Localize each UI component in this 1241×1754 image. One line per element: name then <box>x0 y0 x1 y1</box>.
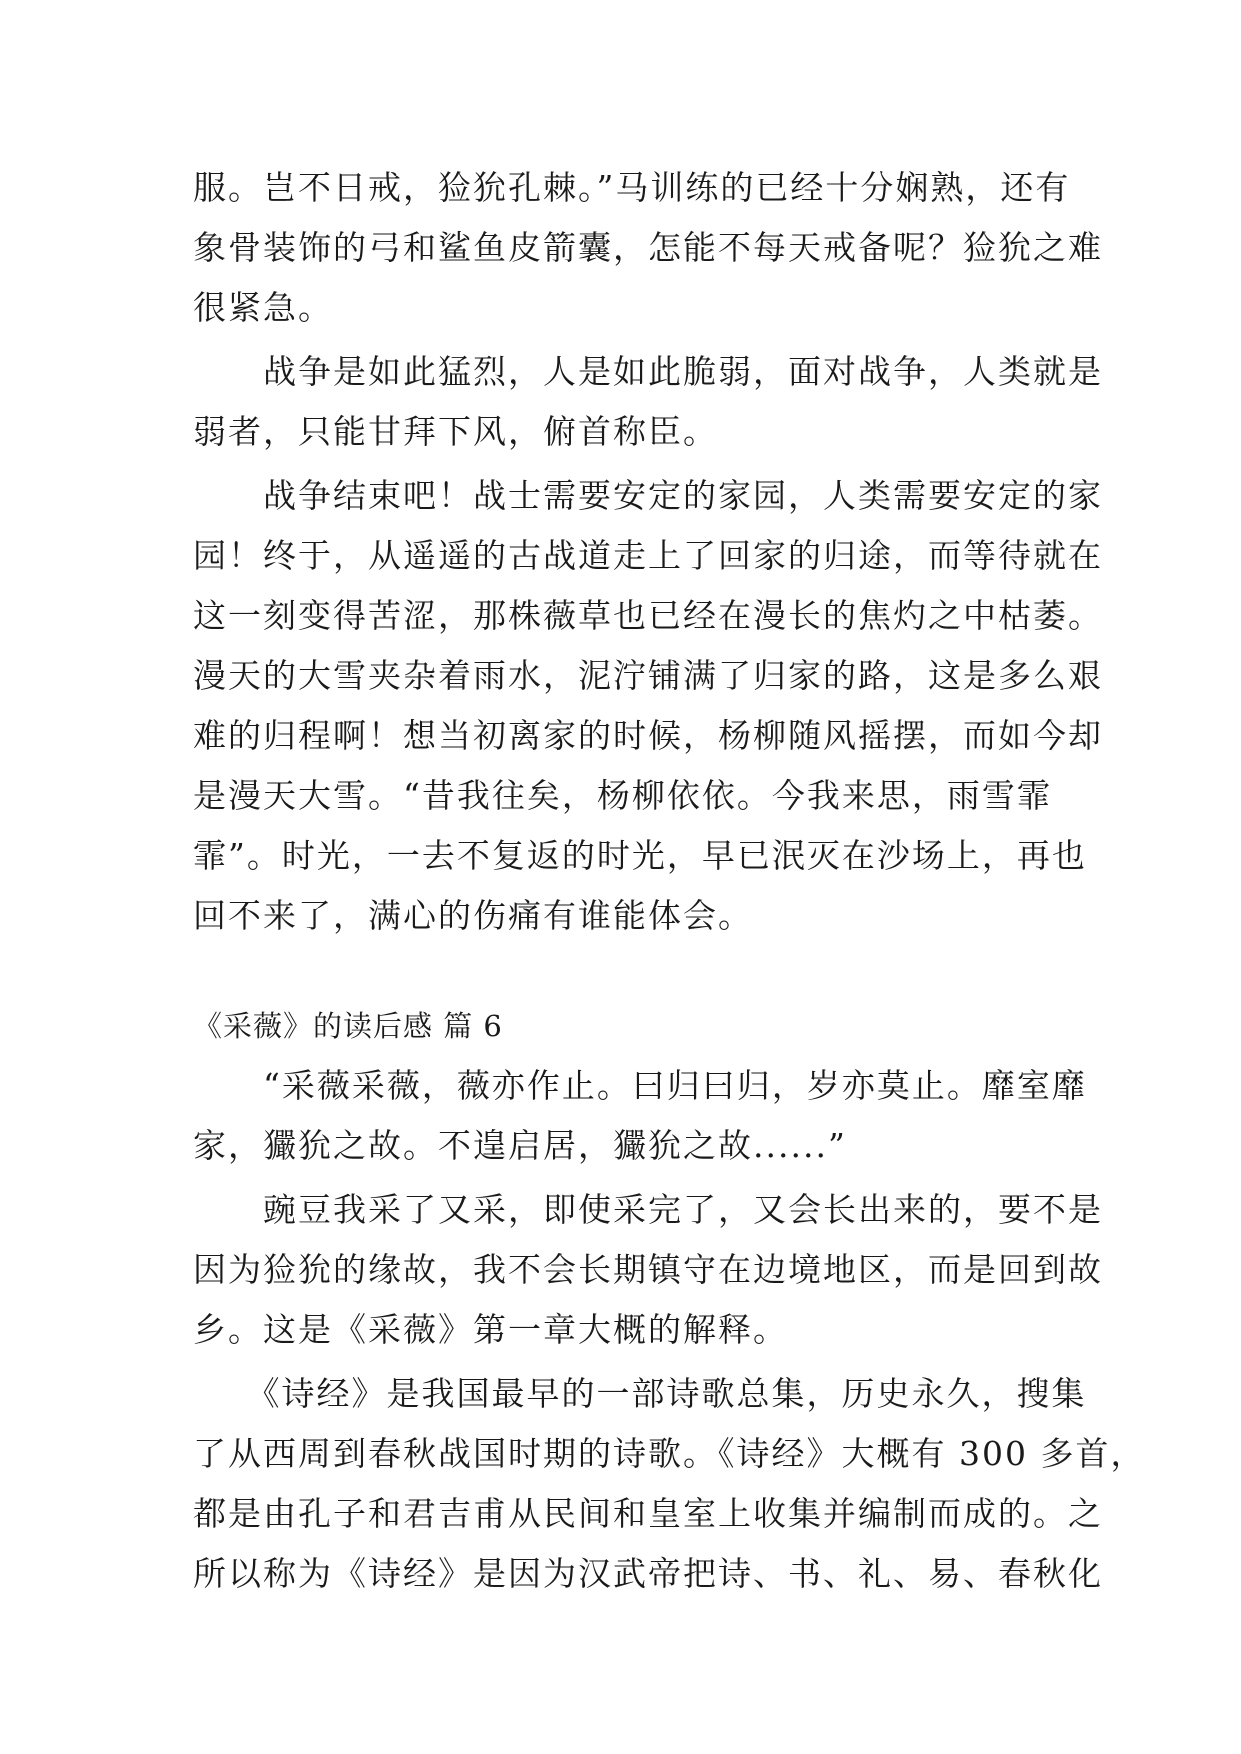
text-line: 很紧急。 <box>193 288 333 327</box>
text-line: 豌豆我采了又采，即使采完了，又会长出来的，要不是 <box>193 1190 1103 1229</box>
document-page <box>193 158 1146 1604</box>
paragraph <box>193 1056 1087 1176</box>
paragraph <box>193 1364 1146 1604</box>
text-line: “采薇采薇，薇亦作止。曰归曰归，岁亦莫止。靡室靡 <box>193 1066 1087 1105</box>
text-line: 这一刻变得苦涩，那株薇草也已经在漫长的焦灼之中枯萎。 <box>193 596 1103 635</box>
text-line: 霏”。时光，一去不复返的时光，早已泯灭在沙场上，再也 <box>193 836 1087 875</box>
text-line: 园！终于，从遥遥的古战道走上了回家的归途，而等待就在 <box>193 536 1103 575</box>
text-line: 因为猃狁的缘故，我不会长期镇守在边境地区，而是回到故 <box>193 1250 1103 1289</box>
body-part-1 <box>193 158 1103 946</box>
text-line: 弱者，只能甘拜下风，俯首称臣。 <box>193 412 718 451</box>
text-line: 是漫天大雪。“昔我往矣，杨柳依依。今我来思，雨雪霏 <box>193 776 1052 815</box>
text-line: 都是由孔子和君吉甫从民间和皇室上收集并编制而成的。之 <box>193 1494 1103 1533</box>
text-line: 所以称为《诗经》是因为汉武帝把诗、书、礼、易、春秋化 <box>193 1554 1103 1593</box>
text-line: 家，玁狁之故。不遑启居，玁狁之故......” <box>193 1126 847 1165</box>
paragraph <box>193 158 1103 338</box>
text-line: 象骨装饰的弓和鲨鱼皮箭囊，怎能不每天戒备呢？猃狁之难 <box>193 228 1103 267</box>
text-line: 乡。这是《采薇》第一章大概的解释。 <box>193 1310 788 1349</box>
text-line: 漫天的大雪夹杂着雨水，泥泞铺满了归家的路，这是多么艰 <box>193 656 1103 695</box>
text-line: 服。岂不日戒，猃狁孔棘。”马训练的已经十分娴熟，还有 <box>193 168 1071 207</box>
text-line: 战争结束吧！战士需要安定的家园，人类需要安定的家 <box>193 476 1103 515</box>
body-part-2 <box>193 1056 1146 1604</box>
section-heading: 《采薇》的读后感 篇 6 <box>193 1009 503 1043</box>
paragraph <box>193 342 1103 462</box>
text-line: 了从西周到春秋战国时期的诗歌。《诗经》大概有 300 多首， <box>193 1434 1146 1473</box>
paragraph <box>193 1180 1103 1360</box>
text-line: 回不来了，满心的伤痛有谁能体会。 <box>193 896 753 935</box>
text-line: 战争是如此猛烈，人是如此脆弱，面对战争，人类就是 <box>193 352 1103 391</box>
text-line: 难的归程啊！想当初离家的时候，杨柳随风摇摆，而如今却 <box>193 716 1103 755</box>
paragraph <box>193 466 1103 946</box>
text-line: 《诗经》是我国最早的一部诗歌总集，历史永久，搜集 <box>193 1374 1087 1413</box>
